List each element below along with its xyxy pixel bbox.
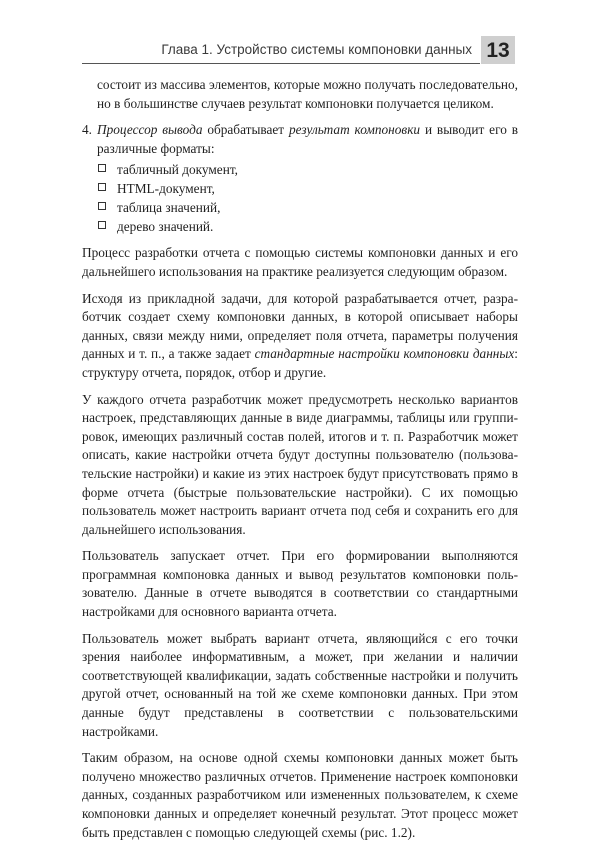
format-label: дерево значений.: [117, 219, 214, 235]
format-label: HTML-документ,: [117, 181, 215, 197]
item4-middle: обрабатывает: [202, 122, 289, 138]
chapter-title: Глава 1. Устройство системы компоновки данных: [161, 42, 472, 57]
list-item: [98, 160, 518, 179]
para2-text: Исходя из прикладной задачи, для которой разрабатывается отчет, разработчик создает схему компоновки данных, в которой описывает наборы данных, связи между ними, определяет поля отчета, параметры получения данных и т. п., а также задает: [82, 290, 518, 362]
list-item-4: [82, 121, 518, 158]
paragraph-conclusion: Таким образом, на основе одной схемы компоновки данных может быть получено множество различных отчетов. Применение настроек компоновки данных, созданных разработчиком или измененных пользователем, к схеме компоновки данных и определяет конечный результат. Этот процесс может быть представлен с помощью следующей схемы (рис. 1.2).: [82, 750, 518, 840]
format-label: табличный документ,: [117, 162, 238, 178]
square-bullet-icon: [98, 164, 106, 172]
page-number: 13: [481, 36, 515, 64]
page-body: [82, 76, 518, 850]
format-label: таблица значений,: [117, 200, 221, 216]
term-composition-result: результат компоновки: [288, 122, 421, 138]
paragraph-process: Процесс разработки отчета с помощью системы компоновки данных и его дальнейшего использования на практике реализуется следующим образом.: [82, 245, 518, 279]
list-item-number: 4.: [82, 122, 92, 138]
formats-list: [98, 160, 518, 236]
term-output-processor: Процессор вывода: [97, 122, 203, 138]
para2-tail: : структуру отчета, порядок, отбор и другие.: [82, 346, 518, 380]
square-bullet-icon: [98, 221, 106, 229]
paragraph-user-runs: Пользователь запускает отчет. При его формировании выполняются программная компоновка данных и вывод результатов компоновки пользователю. Данные в отчете выводятся в соответствии со стандартными настройками для основного варианта отчета.: [82, 548, 518, 620]
header-rule: [82, 63, 480, 64]
square-bullet-icon: [98, 202, 106, 210]
item4-tail: и выводит его в различные форматы:: [97, 122, 518, 156]
paragraph-variants: У каждого отчета разработчик может предусмотреть несколько вариантов настроек, представляющих данные в виде диаграммы, таблицы или группировок, имеющих различный состав полей, итогов и т. п. Разработчик может описать, какие настройки отчета будут доступны пользователю (пользовательские настройки) и какие из этих настроек будут присутствовать прямо в форме отчета (быстрые пользовательские настройки). С их помощью пользователь может настроить вариант отчета под себя и сохранить его для дальнейшего использования.: [82, 391, 518, 537]
paragraph-user-choice: Пользователь может выбрать вариант отчета, являющийся с его точки зрения наиболее информативным, а может, при желании и наличии соответствующей квалификации, задать собственные настройки и получить другой отчет, основанный на той же схеме компоновки данных. При этом данные будут представлены в соответствии с пользовательскими настройками.: [82, 630, 518, 739]
paragraph-developer: [82, 290, 518, 383]
list-item: [98, 198, 518, 217]
list-item: [98, 179, 518, 198]
term-standard-settings: стандартные настройки компоновки данных: [254, 346, 515, 362]
list-item: [98, 217, 518, 236]
continuation-paragraph: состоит из массива элементов, которые можно получать последовательно, но в большинстве случаев результат компоновки получается целиком.: [97, 77, 518, 111]
page-header: [0, 36, 600, 64]
square-bullet-icon: [98, 183, 106, 191]
